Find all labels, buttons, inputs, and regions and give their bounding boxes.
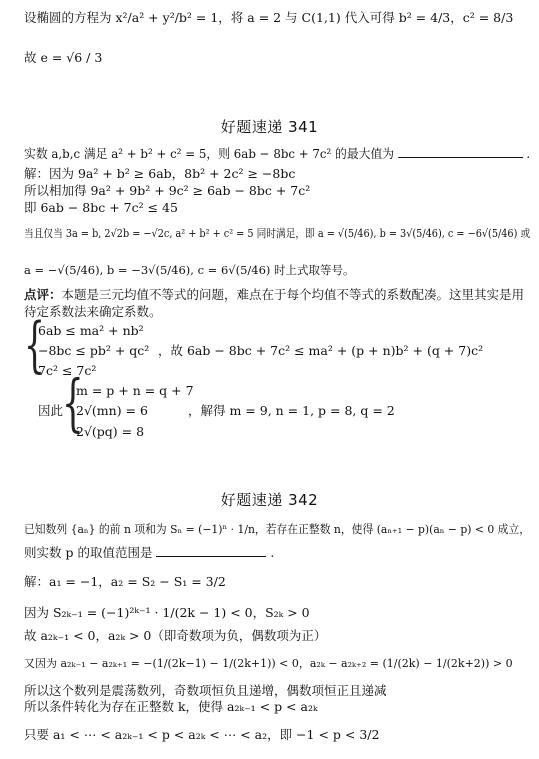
system-2-eq-c: 2√(pq) = 8 [76,424,145,439]
p342-problem-1: 已知数列 {aₙ} 的前 n 项和为 Sₙ = (−1)ⁿ · 1/n，若存在正整数 n，使得 (aₙ₊₁ − p)(aₙ − p) < 0 成立， [24,522,531,536]
system-2-solution: ，解得 m = 9, n = 1, p = 8, q = 2 [188,403,395,418]
answer-blank [156,545,266,557]
system-brace-1: { [24,310,46,380]
top-line-1: 设椭圆的方程为 x²/a² + y²/b² = 1，将 a = 2 与 C(1,1) 代入可得 b² = 4/3，c² = 8/3 [24,10,514,25]
system-1-eq-a: 6ab ≤ ma² + nb² [38,323,144,338]
p342-solution-3: 故 a₂ₖ₋₁ < 0，a₂ₖ > 0（即奇数项为负，偶数项为正） [24,628,327,643]
note-label: 点评： [24,287,62,302]
note-text-1: 本题是三元均值不等式的问题，难点在于每个均值不等式的系数配凑。这里其实是用 [61,287,525,302]
p342-solution-5: 所以这个数列是震荡数列，奇数项恒负且递增，偶数项恒正且递减 [24,683,387,698]
p342-solution-6: 所以条件转化为存在正整数 k，使得 a₂ₖ₋₁ < p < a₂ₖ [24,699,318,714]
p341-solution-2: 所以相加得 9a² + 9b² + 9c² ≥ 6ab − 8bc + 7c² [24,183,311,198]
p342-solution-2: 因为 S₂ₖ₋₁ = (−1)²ᵏ⁻¹ · 1/(2k − 1) < 0，S₂ₖ > 0 [24,605,310,620]
system-2-eq-a: m = p + n = q + 7 [76,383,194,398]
p341-solution-1: 解：因为 9a² + b² ≥ 6ab，8b² + 2c² ≥ −8bc [24,166,296,181]
p341-note-2: 待定系数法来确定系数。 [24,304,162,319]
system-2-eq-b: 2√(mn) = 6 [76,403,148,418]
p341-solution-4: 当且仅当 3a = b, 2√2b = −√2c, a² + b² + c² = 5 同时满足，即 a = √(5/46), b = 3√(5/46), c = −6√(5/46) 或 [24,227,531,240]
p342-solution-1: 解：a₁ = −1，a₂ = S₂ − S₁ = 3/2 [24,574,226,589]
problem-341-title: 好题速递 341 [220,118,319,136]
system-brace-2: { [62,366,84,439]
system-1-eq-b: −8bc ≤ pb² + qc² [38,343,150,358]
p341-problem-end: . [526,146,531,161]
p342-solution-7: 只要 a₁ < ⋯ < a₂ₖ₋₁ < p < a₂ₖ < ⋯ < a₂，即 −1 < p < 3/2 [24,727,380,742]
top-line-2: 故 e = √6 / 3 [24,50,103,65]
p342-problem-2-text: 则实数 p 的取值范围是 [24,545,153,560]
answer-blank [398,146,523,158]
p341-solution-5: a = −√(5/46), b = −3√(5/46), c = 6√(5/46) 时上式取等号。 [24,263,355,277]
p341-problem [24,146,530,162]
therefore-label: 因此 [38,403,64,418]
problem-342-title: 好题速递 342 [220,491,319,509]
p342-problem-2-end: . [270,545,275,560]
system-1-conclusion: ，故 6ab − 8bc + 7c² ≤ ma² + (p + n)b² + (q + 7)c² [158,343,484,358]
p342-problem-2 [24,545,274,561]
p341-solution-3: 即 6ab − 8bc + 7c² ≤ 45 [24,200,178,215]
p341-problem-text: 实数 a,b,c 满足 a² + b² + c² = 5，则 6ab − 8bc + 7c² 的最大值为 [24,146,395,161]
p341-note-1 [24,287,524,303]
system-1-eq-c: 7c² ≤ 7c² [38,363,97,378]
p342-solution-4: 又因为 a₂ₖ₋₁ − a₂ₖ₊₁ = −(1/(2k−1) − 1/(2k+1)) < 0，a₂ₖ − a₂ₖ₊₂ = (1/(2k) − 1/(2k+2)) > 0 [24,657,513,670]
